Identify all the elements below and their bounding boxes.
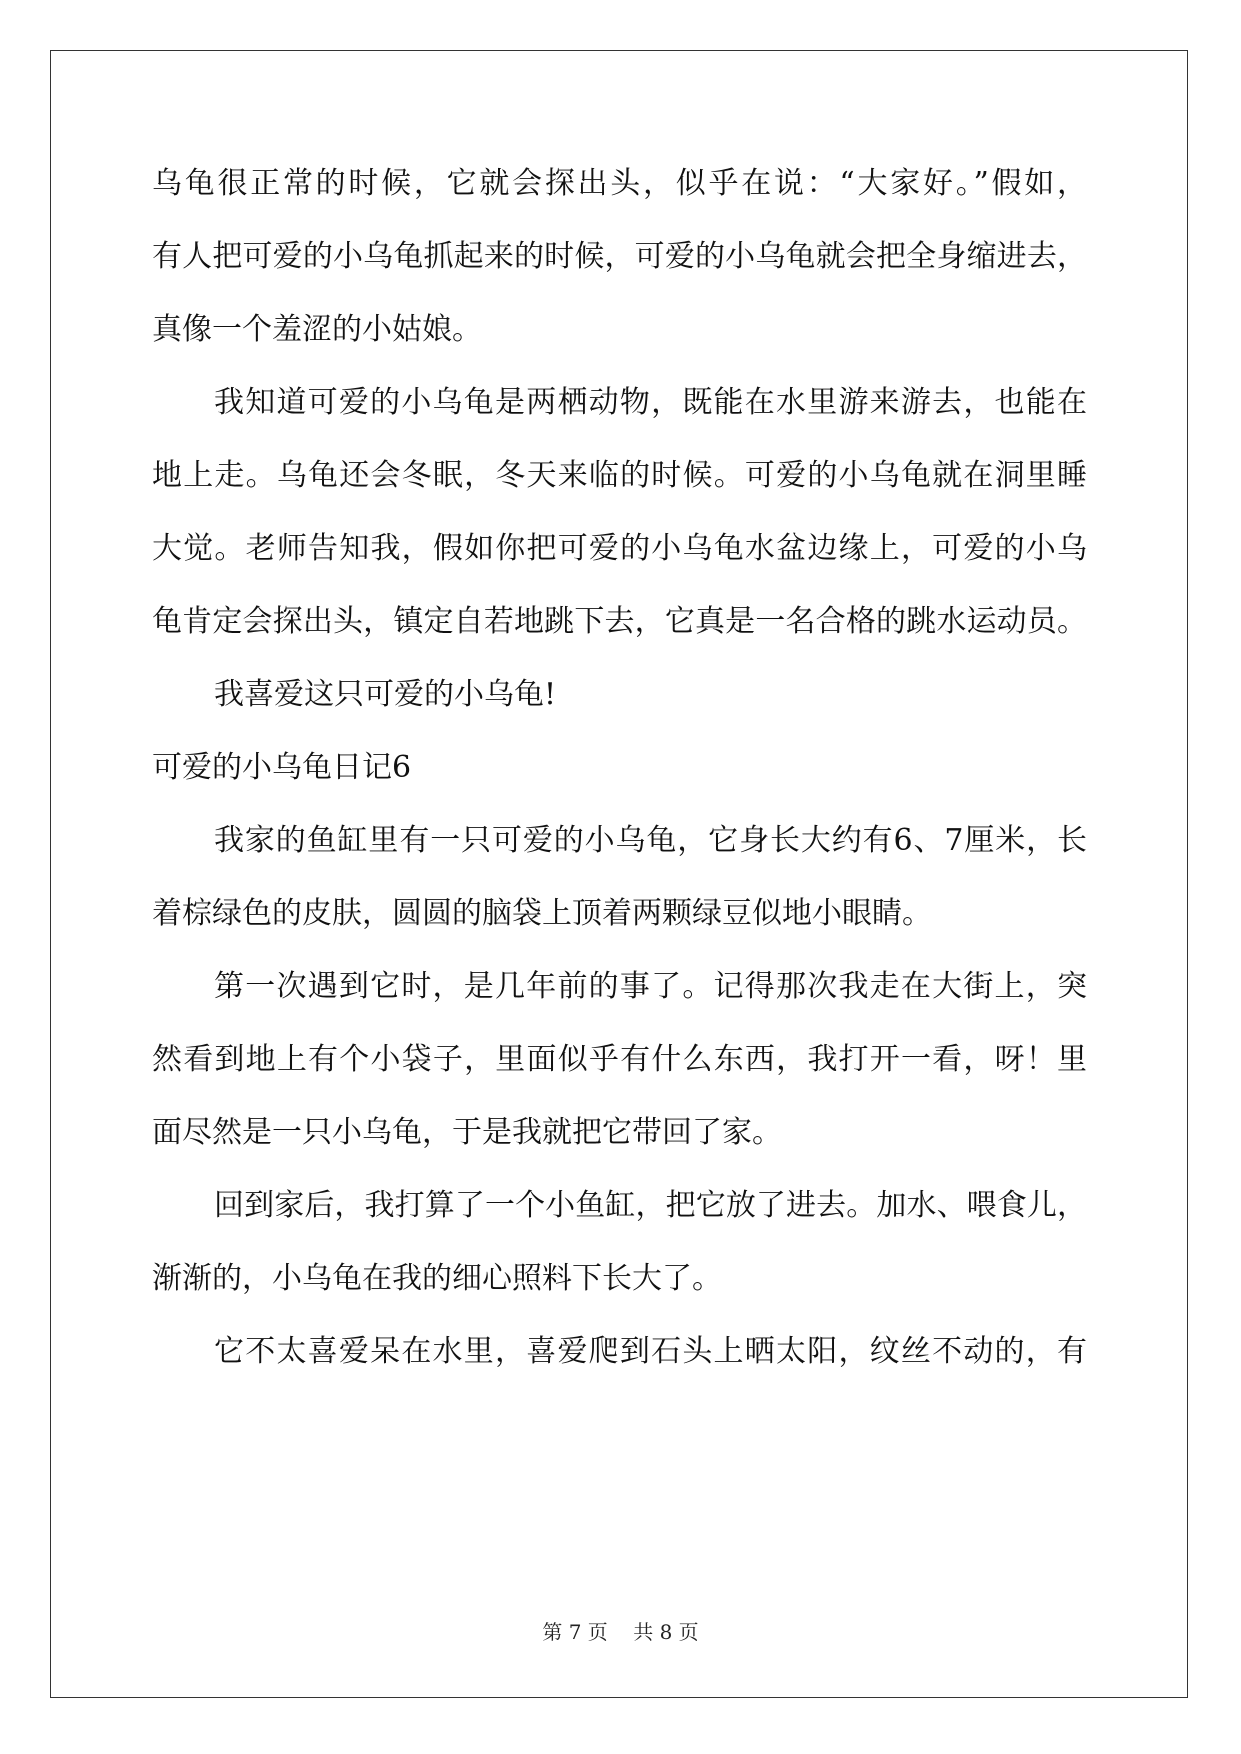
text-line: 乌龟很正常的时候，它就会探出头，似乎在说：“大家好。”假如， xyxy=(152,166,1087,201)
paragraph-line: 我知道可爱的小乌龟是两栖动物，既能在水里游来游去，也能在 xyxy=(214,385,1087,420)
text-line: 龟肯定会探出头，镇定自若地跳下去，它真是一名合格的跳水运动员。 xyxy=(152,604,1087,639)
text-line: 面尽然是一只小乌龟，于是我就把它带回了家。 xyxy=(152,1115,782,1150)
page-number-footer: 第 7 页 共 8 页 xyxy=(542,1620,699,1644)
text-line: 渐渐的，小乌龟在我的细心照料下长大了。 xyxy=(152,1261,722,1296)
text-line: 着棕绿色的皮肤，圆圆的脑袋上顶着两颗绿豆似地小眼睛。 xyxy=(152,896,932,931)
text-line: 然看到地上有个小袋子，里面似乎有什么东西，我打开一看，呀！里 xyxy=(152,1042,1087,1077)
paragraph-line: 我家的鱼缸里有一只可爱的小乌龟，它身长大约有6、7厘米，长 xyxy=(214,823,1087,858)
paragraph-line: 回到家后，我打算了一个小鱼缸，把它放了进去。加水、喂食儿， xyxy=(214,1188,1087,1223)
paragraph-line: 我喜爱这只可爱的小乌龟! xyxy=(214,677,557,712)
page-frame xyxy=(50,50,1188,1698)
text-line: 大觉。老师告知我，假如你把可爱的小乌龟水盆边缘上，可爱的小乌 xyxy=(152,531,1087,566)
text-line: 有人把可爱的小乌龟抓起来的时候，可爱的小乌龟就会把全身缩进去， xyxy=(152,239,1087,274)
paragraph-line: 第一次遇到它时，是几年前的事了。记得那次我走在大街上，突 xyxy=(214,969,1087,1004)
text-line: 真像一个羞涩的小姑娘。 xyxy=(152,312,482,347)
section-heading: 可爱的小乌龟日记6 xyxy=(152,750,412,785)
paragraph-line: 它不太喜爱呆在水里，喜爱爬到石头上晒太阳，纹丝不动的，有 xyxy=(214,1334,1087,1369)
text-line: 地上走。乌龟还会冬眠，冬天来临的时候。可爱的小乌龟就在洞里睡 xyxy=(152,458,1087,493)
